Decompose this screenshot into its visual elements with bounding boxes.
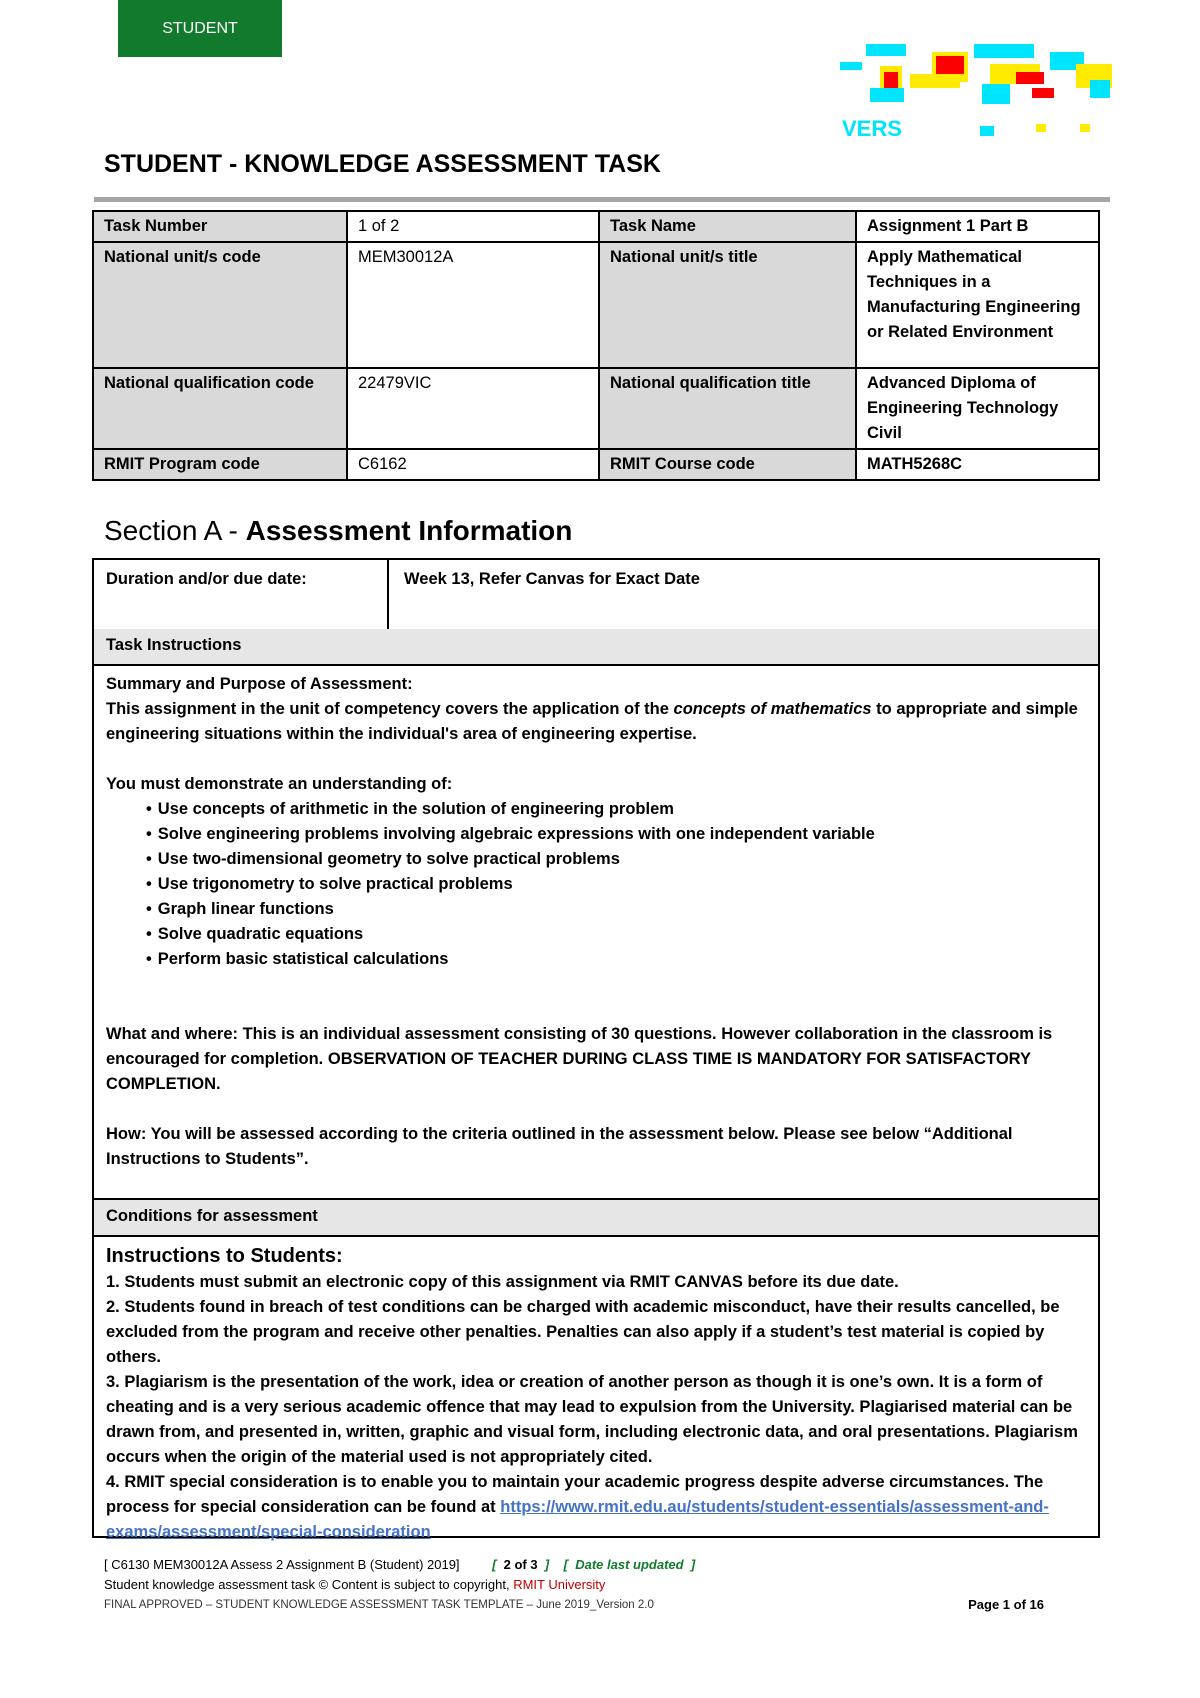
instructions-block [106, 1242, 1091, 1545]
table-row [93, 211, 1099, 242]
list-item: • Use concepts of arithmetic in the solution of engineering problem [146, 797, 1086, 822]
list-item: • Use trigonometry to solve practical problems [146, 872, 1086, 897]
what-where-text: What and where: This is an individual assessment consisting of 30 questions. However collaboration in the classroom is encouraged for completion. OBSERVATION OF TEACHER DURING CLASS TIME IS MANDATORY FOR SATISFACTORY COMPLETION. [106, 1025, 1053, 1093]
instruction-4-text: 4. RMIT special consideration is to enable you to maintain your academic progress despite adverse circumstances. The process for special consideration can be found at [106, 1473, 1044, 1516]
task-name-value: Assignment 1 Part B [856, 211, 1099, 242]
due-date-label: Duration and/or due date: [94, 560, 389, 629]
summary-block [106, 672, 1086, 1172]
list-item: • Solve engineering problems involving algebraic expressions with one independent variable [146, 822, 1086, 847]
program-code-value: C6162 [347, 449, 599, 480]
unit-title-label: National unit/s title [599, 242, 856, 368]
task-meta-table [92, 210, 1100, 481]
qual-code-label: National qualification code [93, 368, 347, 449]
list-item: • Graph linear functions [146, 897, 1086, 922]
section-a-prefix: Section A - [104, 515, 246, 546]
table-row [93, 242, 1099, 368]
unit-code-label: National unit/s code [93, 242, 347, 368]
special-consideration-link[interactable]: https://www.rmit.edu.au/students/student-essentials/assessment-and-exams/assessment/special-consideration [106, 1498, 1049, 1541]
demonstrate-heading: You must demonstrate an understanding of: [106, 775, 453, 793]
section-a-heading: Assessment Information [245, 515, 573, 546]
footer-copyright-text: Student knowledge assessment task © Content is subject to copyright, [104, 1577, 514, 1592]
student-badge: STUDENT [118, 0, 282, 57]
rmit-logo [840, 44, 1140, 154]
table-row [93, 449, 1099, 480]
svg-text:VERS: VERS [842, 116, 902, 141]
assessment-info-box [92, 558, 1100, 1541]
instruction-2: 2. Students found in breach of test conditions can be charged with academic misconduct, have their results cancelled, be excluded from the program and receive other penalties. Penalties can also apply if a student’s test material is copied by others. [106, 1298, 1060, 1366]
program-code-label: RMIT Program code [93, 449, 347, 480]
footer-copyright [104, 1575, 1044, 1595]
section-a-title [104, 515, 572, 547]
qual-title-label: National qualification title [599, 368, 856, 449]
unit-code-value: MEM30012A [347, 242, 599, 368]
task-instructions-header: Task Instructions [94, 629, 1098, 666]
conditions-header: Conditions for assessment [94, 1198, 1098, 1237]
page-title: STUDENT - KNOWLEDGE ASSESSMENT TASK [104, 150, 661, 178]
how-text: How: You will be assessed according to the criteria outlined in the assessment below. Please see below “Additional Instructions to Students”. [106, 1125, 1013, 1168]
title-divider [94, 197, 1110, 202]
list-item: • Perform basic statistical calculations [146, 947, 1086, 972]
task-name-label: Task Name [599, 211, 856, 242]
instruction-3: 3. Plagiarism is the presentation of the work, idea or creation of another person as though it is one’s own. It is a form of cheating and is a very serious academic offence that may lead to expulsion from the University. Plagiarised material can be drawn from, and presented in, written, graphic and visual form, including electronic data, and oral presentations. Plagiarism occurs when the origin of the material used is not appropriately cited. [106, 1373, 1078, 1466]
footer-page-number: Page 1 of 16 [968, 1597, 1044, 1612]
qual-title-value: Advanced Diploma of Engineering Technology Civil [856, 368, 1099, 449]
summary-text-1: This assignment in the unit of competency covers the application of the [106, 700, 674, 718]
course-code-value: MATH5268C [856, 449, 1099, 480]
instruction-1: 1. Students must submit an electronic copy of this assignment via RMIT CANVAS before its due date. [106, 1273, 899, 1291]
footer-template-note: FINAL APPROVED – STUDENT KNOWLEDGE ASSESSMENT TASK TEMPLATE – June 2019_Version 2.0 [104, 1599, 654, 1611]
footer-doc-ref: [ C6130 MEM30012A Assess 2 Assignment B (Student) 2019] [104, 1557, 460, 1572]
competency-list [106, 797, 1086, 972]
list-item: • Solve quadratic equations [146, 922, 1086, 947]
list-item: • Use two-dimensional geometry to solve practical problems [146, 847, 1086, 872]
due-date-row [94, 560, 1098, 631]
footer-ref-line: [ C6130 MEM30012A Assess 2 Assignment B (Student) 2019] [ 2 of 3 ] [ Date last updated ] [104, 1557, 696, 1572]
unit-title-value: Apply Mathematical Techniques in a Manufacturing Engineering or Related Environment [856, 242, 1099, 368]
task-number-label: Task Number [93, 211, 347, 242]
page-footer [104, 1555, 1044, 1615]
summary-text-2: to appropriate and simple engineering situations within the individual's area of engineering expertise. [106, 700, 1078, 743]
footer-copyright-owner: RMIT University [513, 1577, 606, 1592]
summary-text-em: concepts of mathematics [673, 700, 872, 718]
footer-date-updated: Date last updated [575, 1557, 684, 1572]
summary-text [106, 697, 1086, 747]
instruction-4 [106, 1470, 1091, 1545]
instructions-heading: Instructions to Students: [106, 1245, 343, 1267]
due-date-value: Week 13, Refer Canvas for Exact Date [404, 570, 700, 588]
summary-heading: Summary and Purpose of Assessment: [106, 675, 413, 693]
task-number-value: 1 of 2 [347, 211, 599, 242]
table-row [93, 368, 1099, 449]
qual-code-value: 22479VIC [347, 368, 599, 449]
course-code-label: RMIT Course code [599, 449, 856, 480]
footer-page-of: 2 of 3 [503, 1557, 538, 1572]
